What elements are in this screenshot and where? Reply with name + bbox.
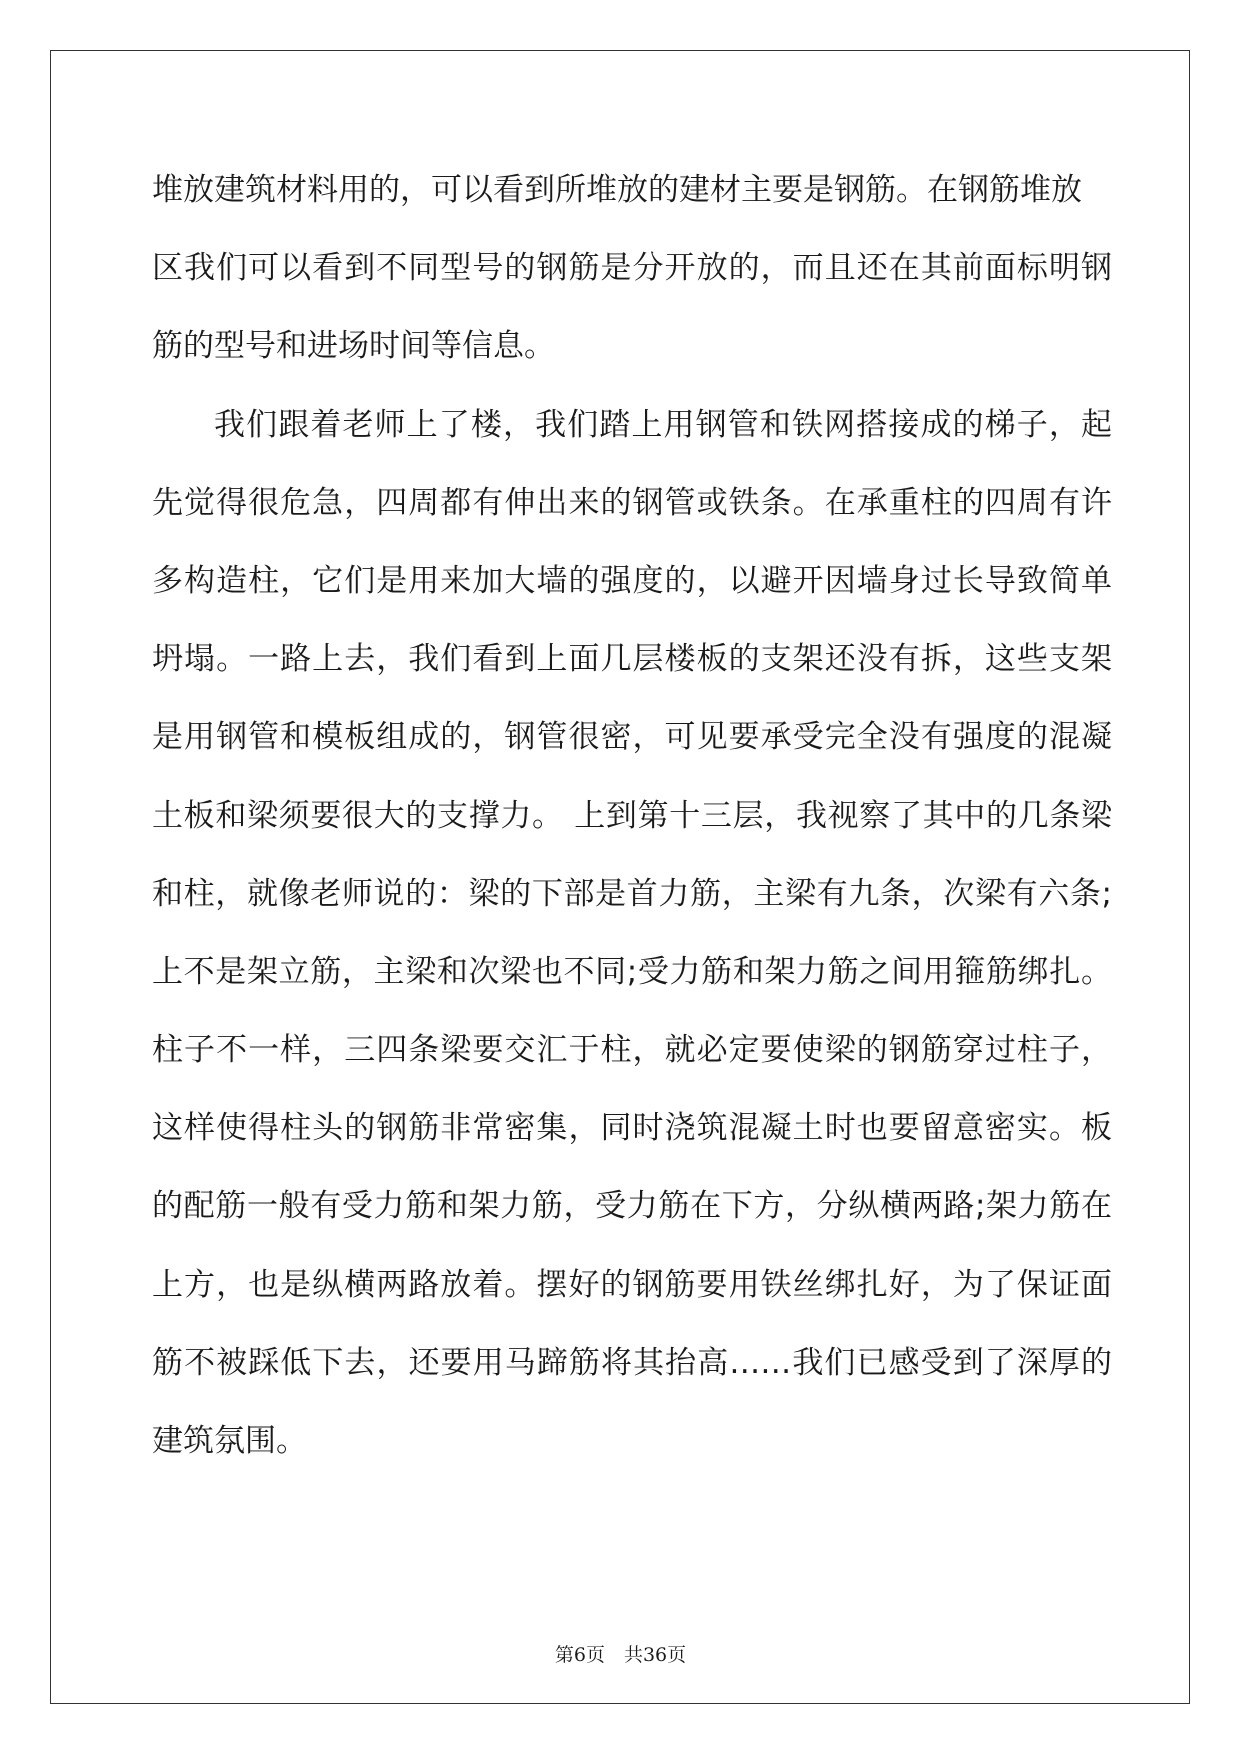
page-number-footer: 第6页 共36页: [554, 1644, 687, 1666]
text-line: 坍塌。一路上去，我们看到上面几层楼板的支架还没有拆，这些支架: [152, 641, 1112, 678]
text-line: 筋的型号和进场时间等信息。: [152, 328, 555, 365]
text-line: 区我们可以看到不同型号的钢筋是分开放的，而且还在其前面标明钢: [152, 250, 1112, 287]
text-line: 建筑氛围。: [152, 1423, 307, 1459]
text-line: 堆放建筑材料用的，可以看到所堆放的建材主要是钢筋。在钢筋堆放: [152, 172, 1082, 208]
paragraph-first-line: 我们跟着老师上了楼，我们踏上用钢管和铁网搭接成的梯子，起: [214, 406, 1112, 443]
document-body: [152, 160, 1112, 1489]
text-line: 多构造柱，它们是用来加大墙的强度的，以避开因墙身过长导致简单: [152, 562, 1112, 599]
text-line: 上不是架立筋，主梁和次梁也不同;受力筋和架力筋之间用箍筋绑扎。: [152, 953, 1112, 990]
text-line: 和柱，就像老师说的：梁的下部是首力筋，主梁有九条，次梁有六条;: [152, 875, 1112, 912]
text-line: 土板和梁须要很大的支撑力。 上到第十三层，我视察了其中的几条梁: [152, 797, 1112, 834]
text-line: 上方，也是纵横两路放着。摆好的钢筋要用铁丝绑扎好，为了保证面: [152, 1266, 1112, 1303]
text-line: 的配筋一般有受力筋和架力筋，受力筋在下方，分纵横两路;架力筋在: [152, 1188, 1112, 1225]
text-line: 是用钢管和模板组成的，钢管很密，可见要承受完全没有强度的混凝: [152, 719, 1112, 756]
text-line: 柱子不一样，三四条梁要交汇于柱，就必定要使梁的钢筋穿过柱子，: [152, 1032, 1112, 1069]
text-line: 筋不被踩低下去，还要用马蹄筋将其抬高……我们已感受到了深厚的: [152, 1344, 1112, 1381]
text-line: 先觉得很危急，四周都有伸出来的钢管或铁条。在承重柱的四周有许: [152, 484, 1112, 521]
text-line: 这样使得柱头的钢筋非常密集，同时浇筑混凝土时也要留意密实。板: [152, 1110, 1112, 1147]
